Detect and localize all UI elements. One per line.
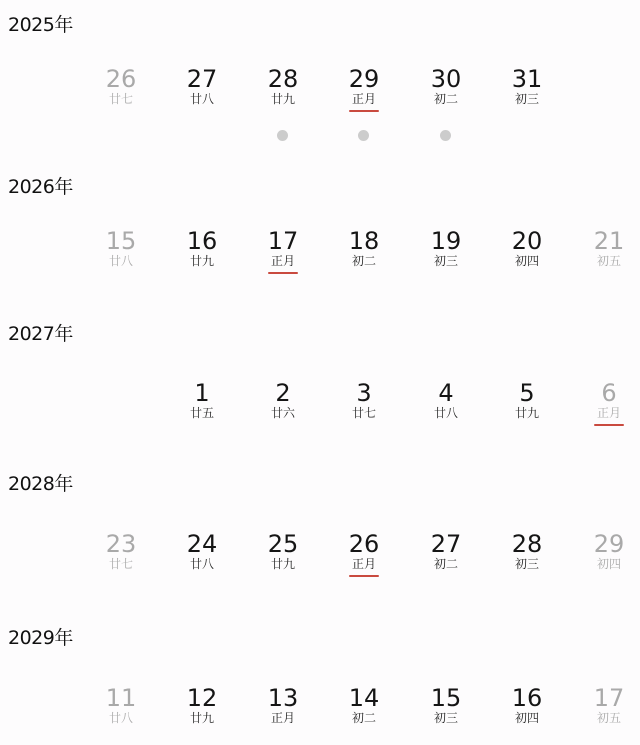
lunar-date: 初二	[351, 711, 376, 725]
day-number: 27	[430, 530, 462, 558]
day-cell[interactable]	[416, 66, 476, 106]
day-cell[interactable]	[416, 380, 476, 420]
lunar-date: 廿九	[270, 557, 295, 571]
day-number: 3	[356, 379, 372, 407]
day-number: 15	[105, 227, 137, 255]
event-dot-icon	[358, 130, 369, 141]
day-number: 31	[511, 65, 543, 93]
lunar-date: 廿八	[108, 254, 133, 268]
day-cell[interactable]	[416, 228, 476, 268]
lunar-date: 廿九	[270, 92, 295, 106]
year-label: 2027年	[8, 323, 73, 345]
lunar-date: 初四	[514, 711, 539, 725]
lunar-new-year-marker	[268, 272, 298, 274]
day-number: 5	[519, 379, 535, 407]
lunar-date: 廿七	[351, 406, 376, 420]
day-number: 26	[348, 530, 380, 558]
lunar-date: 初三	[433, 711, 458, 725]
day-number: 16	[186, 227, 218, 255]
day-cell[interactable]	[253, 531, 313, 571]
lunar-date: 正月	[351, 92, 376, 106]
day-cell[interactable]	[497, 531, 557, 571]
day-cell[interactable]	[334, 531, 394, 577]
day-number: 11	[105, 684, 137, 712]
week-row	[0, 66, 640, 126]
day-cell[interactable]	[253, 380, 313, 420]
day-cell[interactable]	[91, 228, 151, 268]
day-number: 6	[601, 379, 617, 407]
day-number: 12	[186, 684, 218, 712]
day-number: 29	[593, 530, 625, 558]
day-cell[interactable]	[253, 685, 313, 725]
lunar-date: 廿五	[189, 406, 214, 420]
day-cell[interactable]	[497, 228, 557, 268]
year-label: 2028年	[8, 473, 73, 495]
day-number: 29	[348, 65, 380, 93]
day-cell[interactable]	[334, 228, 394, 268]
lunar-date: 廿九	[189, 254, 214, 268]
day-cell[interactable]	[579, 380, 639, 426]
day-cell[interactable]	[334, 66, 394, 112]
day-cell[interactable]	[253, 66, 313, 106]
year-label: 2029年	[8, 627, 73, 649]
day-number: 17	[593, 684, 625, 712]
week-row	[0, 380, 640, 440]
day-cell[interactable]	[416, 685, 476, 725]
day-number: 28	[511, 530, 543, 558]
day-cell[interactable]	[91, 685, 151, 725]
day-cell[interactable]	[172, 380, 232, 420]
day-cell[interactable]	[579, 531, 639, 571]
day-cell[interactable]	[91, 531, 151, 571]
lunar-date: 廿七	[108, 557, 133, 571]
lunar-date: 廿八	[108, 711, 133, 725]
lunar-date: 正月	[596, 406, 621, 420]
lunar-date: 廿六	[270, 406, 295, 420]
day-cell[interactable]	[497, 685, 557, 725]
day-number: 28	[267, 65, 299, 93]
day-number: 14	[348, 684, 380, 712]
year-label: 2025年	[8, 14, 73, 36]
day-cell[interactable]	[579, 685, 639, 725]
lunar-date: 初二	[433, 92, 458, 106]
day-number: 15	[430, 684, 462, 712]
lunar-date: 初二	[351, 254, 376, 268]
day-cell[interactable]	[172, 685, 232, 725]
lunar-date: 正月	[270, 711, 295, 725]
year-label: 2026年	[8, 176, 73, 198]
lunar-date: 廿八	[189, 557, 214, 571]
lunar-date: 初三	[514, 557, 539, 571]
day-number: 17	[267, 227, 299, 255]
lunar-date: 廿九	[514, 406, 539, 420]
lunar-new-year-marker	[349, 575, 379, 577]
day-number: 24	[186, 530, 218, 558]
day-cell[interactable]	[91, 66, 151, 106]
week-row	[0, 531, 640, 591]
day-number: 18	[348, 227, 380, 255]
day-number: 2	[275, 379, 291, 407]
lunar-date: 正月	[270, 254, 295, 268]
day-number: 26	[105, 65, 137, 93]
lunar-date: 初四	[514, 254, 539, 268]
day-number: 4	[438, 379, 454, 407]
lunar-date: 初二	[433, 557, 458, 571]
lunar-date: 廿八	[189, 92, 214, 106]
day-cell[interactable]	[253, 228, 313, 274]
week-row	[0, 685, 640, 745]
lunar-date: 初三	[433, 254, 458, 268]
lunar-date: 初五	[596, 254, 621, 268]
event-dot-icon	[440, 130, 451, 141]
day-number: 16	[511, 684, 543, 712]
day-cell[interactable]	[334, 380, 394, 420]
lunar-date: 廿八	[433, 406, 458, 420]
day-cell[interactable]	[172, 531, 232, 571]
day-number: 25	[267, 530, 299, 558]
day-cell[interactable]	[172, 66, 232, 106]
day-cell[interactable]	[416, 531, 476, 571]
day-number: 19	[430, 227, 462, 255]
day-number: 1	[194, 379, 210, 407]
lunar-date: 初五	[596, 711, 621, 725]
lunar-new-year-marker	[349, 110, 379, 112]
lunar-date: 廿七	[108, 92, 133, 106]
day-cell[interactable]	[579, 228, 639, 268]
day-cell[interactable]	[172, 228, 232, 268]
day-number: 13	[267, 684, 299, 712]
day-cell[interactable]	[497, 380, 557, 420]
day-cell[interactable]	[334, 685, 394, 725]
day-cell[interactable]	[497, 66, 557, 106]
lunar-date: 初三	[514, 92, 539, 106]
day-number: 27	[186, 65, 218, 93]
lunar-new-year-marker	[594, 424, 624, 426]
day-number: 23	[105, 530, 137, 558]
week-row	[0, 228, 640, 288]
event-dot-icon	[277, 130, 288, 141]
lunar-date: 正月	[351, 557, 376, 571]
day-number: 20	[511, 227, 543, 255]
lunar-date: 初四	[596, 557, 621, 571]
day-number: 30	[430, 65, 462, 93]
day-number: 21	[593, 227, 625, 255]
lunar-date: 廿九	[189, 711, 214, 725]
